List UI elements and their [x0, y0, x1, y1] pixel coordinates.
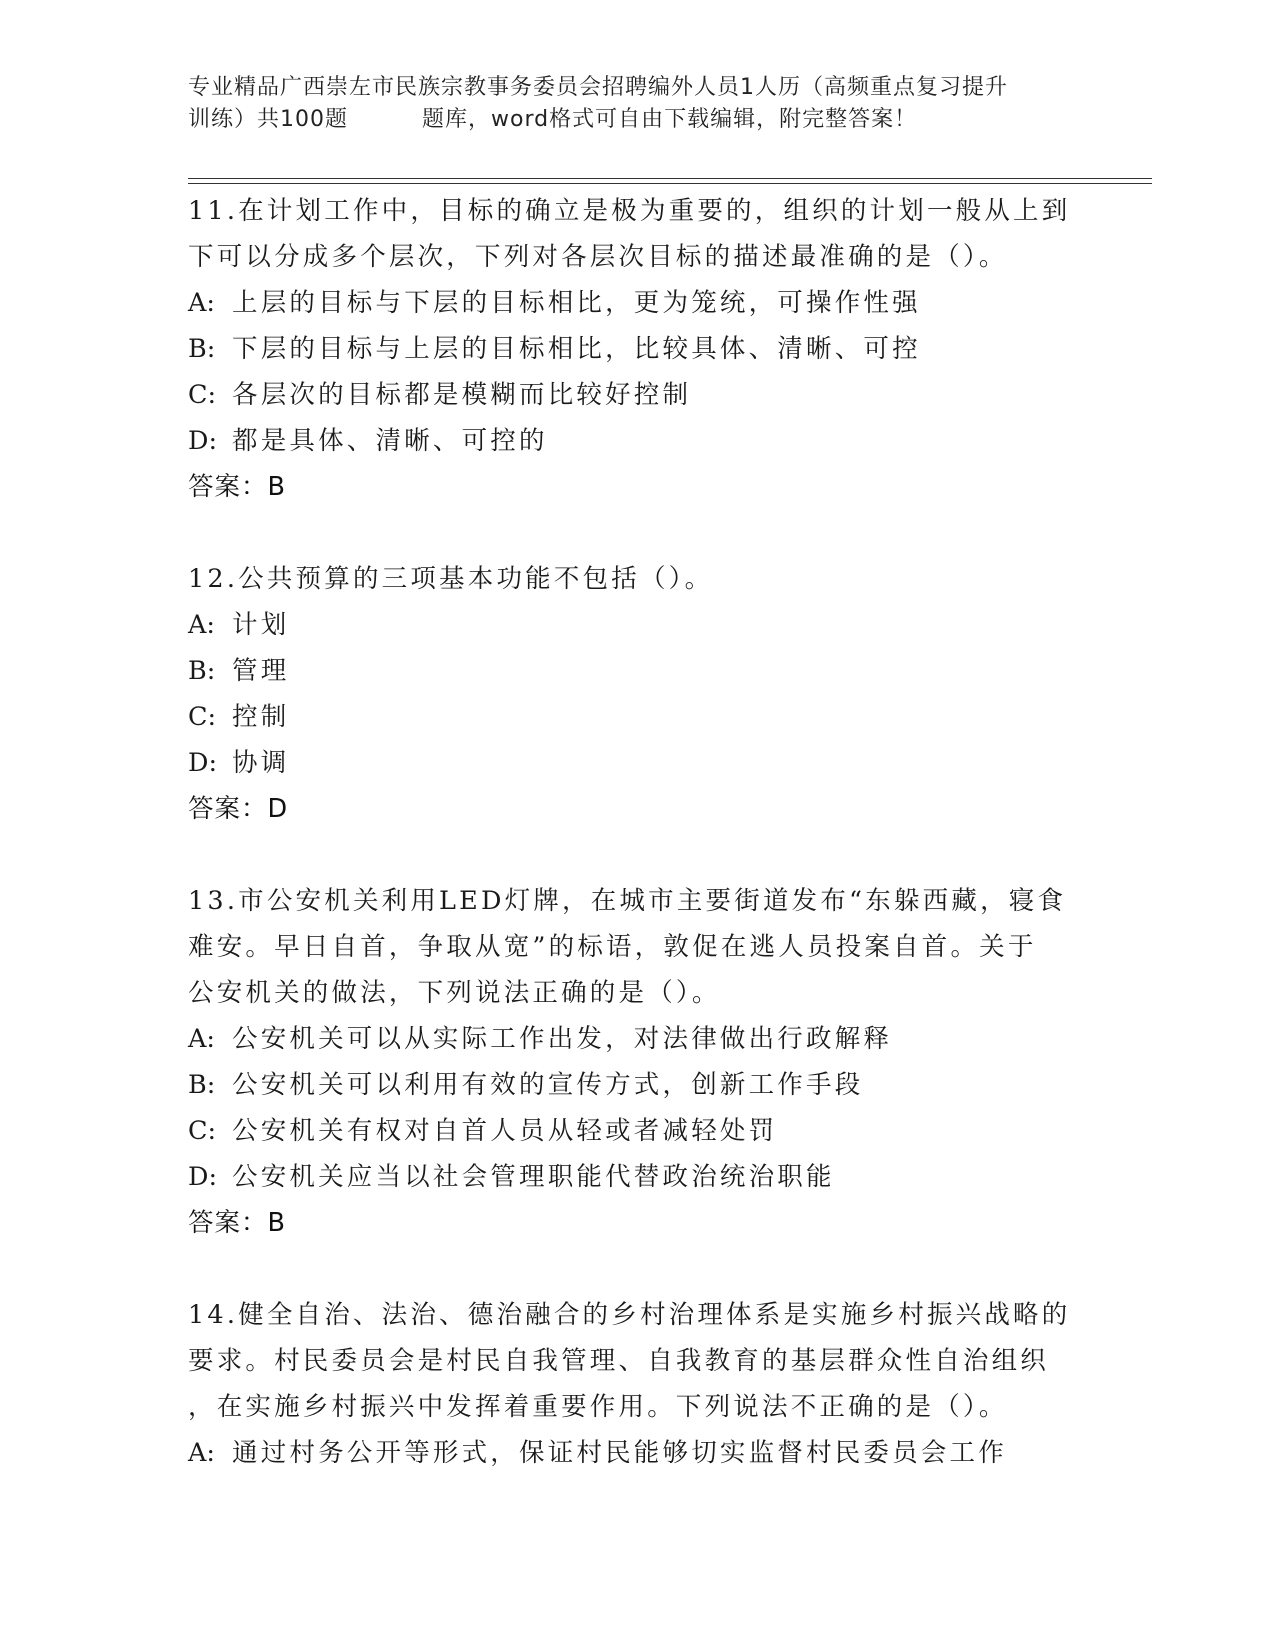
option-text: 各层次的目标都是模糊而比较好控制	[232, 380, 692, 410]
header-divider-bottom	[188, 183, 1152, 184]
question-stem-line: 13.市公安机关利用LED灯牌，在城市主要街道发布“东躲西藏，寝食	[188, 886, 1067, 916]
option-label: A:	[188, 610, 216, 640]
option-text: 管理	[232, 656, 290, 686]
question-stem-line: 要求。村民委员会是村民自我管理、自我教育的基层群众性自治组织	[188, 1346, 1050, 1376]
option-label: A:	[188, 288, 216, 318]
answer: 答案：B	[188, 1208, 286, 1238]
option-d	[188, 740, 1088, 786]
question-11	[188, 188, 1088, 510]
option-b	[188, 648, 1088, 694]
option-a	[188, 602, 1088, 648]
question-stem-line: 12.公共预算的三项基本功能不包括（）。	[188, 564, 714, 594]
header-line-2	[188, 104, 1088, 136]
option-a	[188, 1016, 1088, 1062]
question-gap	[188, 510, 1088, 556]
option-text: 公安机关可以利用有效的宣传方式，创新工作手段	[232, 1070, 864, 1100]
option-text: 下层的目标与上层的目标相比，比较具体、清晰、可控	[232, 334, 921, 364]
option-label: A:	[188, 1024, 216, 1054]
question-stem-line: 14.健全自治、法治、德治融合的乡村治理体系是实施乡村振兴战略的	[188, 1300, 1071, 1330]
option-label: B:	[188, 656, 216, 686]
question-stem-line: 下可以分成多个层次，下列对各层次目标的描述最准确的是（）。	[188, 242, 1008, 272]
option-label: D:	[188, 426, 218, 456]
option-b	[188, 326, 1088, 372]
header-line-2-left: 训练）共100题	[188, 107, 348, 132]
header-line-2-right: 题库，word格式可自由下载编辑，附完整答案！	[422, 107, 918, 132]
option-d	[188, 418, 1088, 464]
option-label: C:	[188, 1116, 217, 1146]
option-c	[188, 372, 1088, 418]
question-14	[188, 1292, 1088, 1476]
option-label: D:	[188, 748, 218, 778]
question-gap	[188, 832, 1088, 878]
option-a	[188, 280, 1088, 326]
document-header	[188, 72, 1088, 136]
option-c	[188, 1108, 1088, 1154]
option-d	[188, 1154, 1088, 1200]
header-line-1: 专业精品广西崇左市民族宗教事务委员会招聘编外人员1人历（高频重点复习提升	[188, 75, 1008, 100]
question-stem-line: 难安。早日自首，争取从宽”的标语，敦促在逃人员投案自首。关于	[188, 932, 1037, 962]
answer: 答案：D	[188, 794, 289, 824]
option-text: 协调	[232, 748, 290, 778]
option-b	[188, 1062, 1088, 1108]
question-13	[188, 878, 1088, 1246]
question-12	[188, 556, 1088, 832]
option-label: B:	[188, 334, 216, 364]
option-text: 公安机关可以从实际工作出发，对法律做出行政解释	[232, 1024, 893, 1054]
option-label: D:	[188, 1162, 218, 1192]
option-label: A:	[188, 1438, 216, 1468]
option-text: 公安机关应当以社会管理职能代替政治统治职能	[232, 1162, 835, 1192]
option-c	[188, 694, 1088, 740]
question-gap	[188, 1246, 1088, 1292]
option-text: 通过村务公开等形式，保证村民能够切实监督村民委员会工作	[232, 1438, 1007, 1468]
option-text: 控制	[232, 702, 290, 732]
option-label: B:	[188, 1070, 216, 1100]
option-label: C:	[188, 380, 217, 410]
question-stem-line: 公安机关的做法，下列说法正确的是（）。	[188, 978, 721, 1008]
option-text: 上层的目标与下层的目标相比，更为笼统，可操作性强	[232, 288, 921, 318]
answer: 答案：B	[188, 472, 286, 502]
option-label: C:	[188, 702, 217, 732]
question-stem-line: ，在实施乡村振兴中发挥着重要作用。下列说法不正确的是（）。	[188, 1392, 1008, 1422]
header-divider-top	[188, 178, 1152, 179]
question-list	[188, 188, 1088, 1476]
option-text: 公安机关有权对自首人员从轻或者减轻处罚	[232, 1116, 778, 1146]
question-stem-line: 11.在计划工作中，目标的确立是极为重要的，组织的计划一般从上到	[188, 196, 1071, 226]
option-text: 都是具体、清晰、可控的	[232, 426, 548, 456]
option-a	[188, 1430, 1088, 1476]
option-text: 计划	[232, 610, 290, 640]
